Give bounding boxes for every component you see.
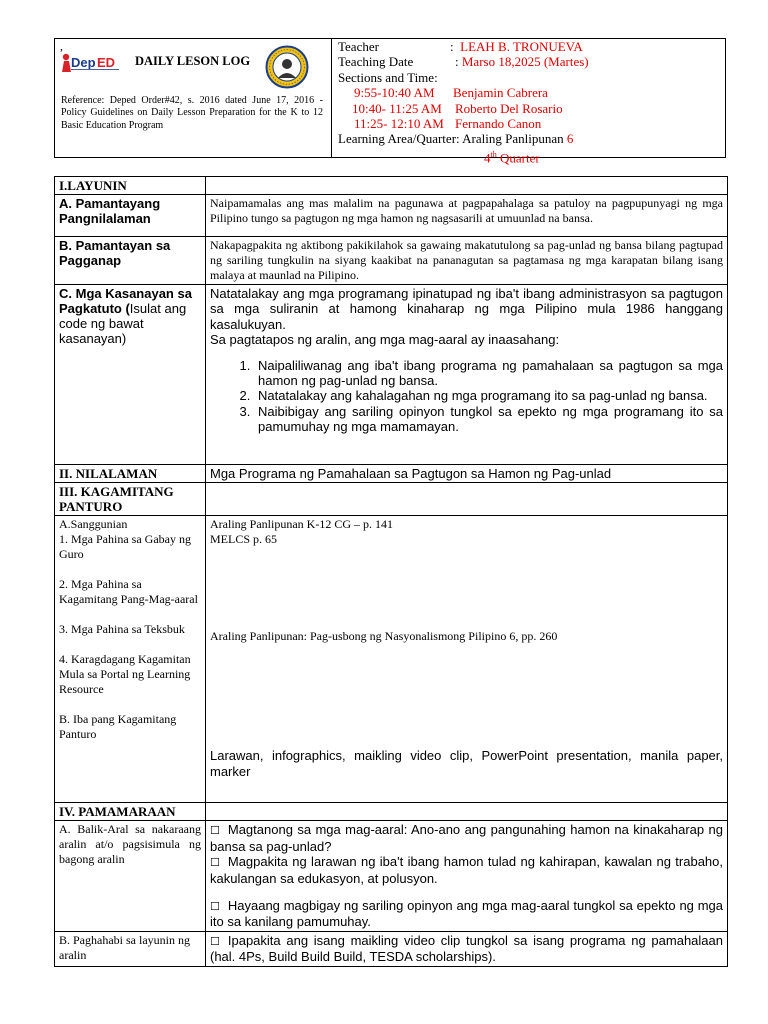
- section-teacher: Fernando Canon: [455, 116, 542, 132]
- label-balik-aral: A. Balik-Aral sa nakaraang aralin at/o pagsisimula ng bagong aralin: [55, 821, 206, 931]
- section-row: [338, 85, 725, 100]
- label-mga-kasanayan-bold: C. Mga Kasanayan sa Pagkatuto (: [59, 286, 192, 316]
- label-paghahabi: B. Paghahabi sa layunin ng aralin: [55, 931, 206, 966]
- checklist-text: Magtanong sa mga mag-aaral: Ano-ano ang pangunahing hamon na kinakaharap ng bansa sa pag-unlad?: [210, 822, 723, 854]
- svg-text:ED: ED: [97, 55, 116, 70]
- checklist-item: [210, 933, 723, 965]
- section-teacher: Benjamin Cabrera: [453, 85, 548, 101]
- row-balik-aral: [55, 821, 728, 931]
- date-label: Teaching Date: [338, 54, 414, 70]
- label-mga-kasanayan-note: Isulat ang code ng bawat kasanayan): [59, 301, 187, 346]
- section-row-kagamitan: [55, 483, 728, 516]
- objective-item: 2. Natatalakay ang kahalagahan ng mga programang ito sa pag-unlad ng bansa.: [254, 388, 723, 403]
- section-time: 10:40- 11:25 AM: [352, 100, 442, 116]
- grade-level: 6: [566, 131, 574, 147]
- stray-comma: ,: [60, 39, 63, 53]
- row-mga-kasanayan: [55, 285, 728, 465]
- section-row-pamamaraan: [55, 803, 728, 821]
- date-value: Marso 18,2025 (Martes): [461, 54, 589, 70]
- section-heading-nilalaman: II. NILALAMAN: [55, 465, 206, 483]
- checklist-text: Ipapakita ang isang maikling video clip tungkol sa isang programa ng pamahalaan (hal. 4Ps, Build Build Build, TESDA scholarships).: [210, 932, 723, 965]
- row-pamantayang-pangnilalaman: [55, 195, 728, 237]
- content-paghahabi: [206, 931, 728, 966]
- checkbox-icon: ☐: [210, 856, 220, 870]
- deped-logo: [61, 52, 121, 74]
- header-right-panel: [332, 39, 725, 166]
- checkbox-icon: ☐: [210, 900, 220, 914]
- content-pamantayan-sa-pagganap: Nakapagpakita ng aktibong pakikilahok sa gawaing makatutulong sa pag-unlad ng bansa bilang pagtupad ng sariling tungkulin na siyang kaakibat na pananagutan sa pagtamasa ng mga karapatan bilang isang malaya at maunlad na Pilipino.: [206, 237, 728, 285]
- objective-item: 1. Naipaliliwanag ang iba't ibang programa ng pamahalaan sa pagtugon sa mga hamon ng pag-unlad ng bansa.: [254, 358, 723, 389]
- section-row-nilalaman: [55, 465, 728, 483]
- checklist-item: [210, 898, 723, 930]
- content-gabay-guro-2: MELCS p. 65: [210, 532, 278, 547]
- checklist-item: [210, 854, 723, 886]
- section-time: 11:25- 12:10 AM: [354, 116, 444, 132]
- content-iba-pang-kagamitan: Larawan, infographics, maikling video clip, PowerPoint presentation, manila paper, marker: [210, 748, 723, 779]
- learning-area-row: [338, 131, 725, 146]
- sections-label: Sections and Time:: [338, 69, 438, 85]
- label-iba-pang-kagamitan: B. Iba pang Kagamitang Panturo: [59, 712, 177, 742]
- kasanayan-lead: Sa pagtatapos ng aralin, ang mga mag-aaral ay inaasahang:: [210, 332, 560, 348]
- content-gabay-guro-1: Araling Panlipunan K-12 CG – p. 141: [210, 517, 393, 532]
- checklist-text: Magpakita ng larawan ng iba't ibang hamon tulad ng kahirapan, kawalan ng trabaho, kakulangan sa edukasyon, at polusyon.: [210, 854, 723, 886]
- row-pamantayan-sa-pagganap: [55, 237, 728, 285]
- content-pamantayang-pangnilalaman: Naipamamalas ang mas malalim na pagunawa at pagpapahalaga sa patuloy na pagpupunyagi ng mga Pilipino tungo sa pagtugon ng mga hamon ng nagsasarili at umuunlad na bansa.: [206, 195, 728, 237]
- quarter-number: 4: [484, 150, 491, 166]
- school-seal: [265, 45, 309, 89]
- document-title: DAILY LESON LOG: [135, 54, 251, 68]
- objective-item: 3. Naibibigay ang sariling opinyon tungkol sa epekto ng mga programang ito sa pamumuhay ng mga mamamayan.: [254, 404, 723, 435]
- teacher-row: Teacher : LEAH B. TRONUEVA: [338, 39, 583, 54]
- objectives-list: [210, 358, 723, 435]
- label-kagamitang-pang-mag-aaral: 2. Mga Pahina sa Kagamitang Pang-Mag-aaral: [59, 577, 198, 607]
- reference-note: Reference: Deped Order#42, s. 2016 dated June 17, 2016 - Policy Guidelines on Daily Lesson Preparation for the K to 12 Basic Education Program: [61, 95, 323, 131]
- svg-text:Dep: Dep: [71, 55, 96, 70]
- checkbox-icon: ☐: [210, 824, 220, 838]
- section-row-layunin: [55, 177, 728, 195]
- label-pamantayang-pangnilalaman: A. Pamantayang Pangnilalaman: [55, 195, 206, 237]
- checklist-item: [210, 822, 723, 854]
- label-karagdagang-kagamitan: 4. Karagdagang Kagamitan Mula sa Portal ng Learning Resource: [59, 652, 191, 697]
- quarter-row: [338, 147, 725, 166]
- label-sanggunian-a: A.Sanggunian: [59, 517, 128, 532]
- content-sanggunian: [206, 516, 728, 803]
- lesson-log-table: [54, 176, 728, 967]
- section-teacher: Roberto Del Rosario: [455, 100, 563, 116]
- section-heading-kagamitan: III. KAGAMITANG PANTURO: [55, 483, 206, 516]
- section-row: [338, 116, 725, 131]
- section-heading-pamamaraan: IV. PAMAMARAAN: [55, 803, 206, 821]
- row-sanggunian: [55, 516, 728, 803]
- section-heading-layunin: I.LAYUNIN: [55, 177, 206, 195]
- section-row: [338, 101, 725, 116]
- label-sanggunian: [55, 516, 206, 803]
- header-left-panel: [55, 39, 332, 157]
- checklist-text: Hayaang magbigay ng sariling opinyon ang mga mag-aaral tungkol sa epekto ng mga ito sa kanilang pamumuhay.: [210, 898, 723, 930]
- teacher-name: LEAH B. TRONUEVA: [460, 39, 583, 54]
- section-time: 9:55-10:40 AM: [354, 85, 435, 101]
- content-nilalaman: Mga Programa ng Pamahalaan sa Pagtugon sa Hamon ng Pag-unlad: [206, 465, 728, 483]
- row-paghahabi: [55, 931, 728, 966]
- lesson-log-header: [54, 38, 726, 166]
- quarter-word: Quarter: [499, 150, 540, 166]
- content-balik-aral: [206, 821, 728, 931]
- label-mga-kasanayan: [55, 285, 206, 465]
- checkbox-icon: ☐: [210, 934, 220, 948]
- quarter-suffix: th: [490, 149, 497, 159]
- label-gabay-ng-guro: 1. Mga Pahina sa Gabay ng Guro: [59, 532, 191, 562]
- date-row: Teaching Date : Marso 18,2025 (Martes): [338, 54, 589, 70]
- teacher-label: Teacher: [338, 39, 379, 54]
- content-teksbuk: Araling Panlipunan: Pag-usbong ng Nasyonalismong Pilipino 6, pp. 260: [210, 629, 558, 644]
- content-mga-kasanayan: [206, 285, 728, 465]
- learning-area-label: Learning Area/Quarter: Araling Panlipunan: [338, 131, 564, 147]
- label-pamantayan-sa-pagganap: B. Pamantayan sa Pagganap: [55, 237, 206, 285]
- label-teksbuk: 3. Mga Pahina sa Teksbuk: [59, 622, 185, 637]
- kasanayan-intro: Natatalakay ang mga programang ipinatupad ng iba't ibang administrasyon sa pagtugon sa mga suliranin at hamong kinaharap ng mga Pilipino mula 1986 hanggang kasalukuyan.: [210, 286, 723, 332]
